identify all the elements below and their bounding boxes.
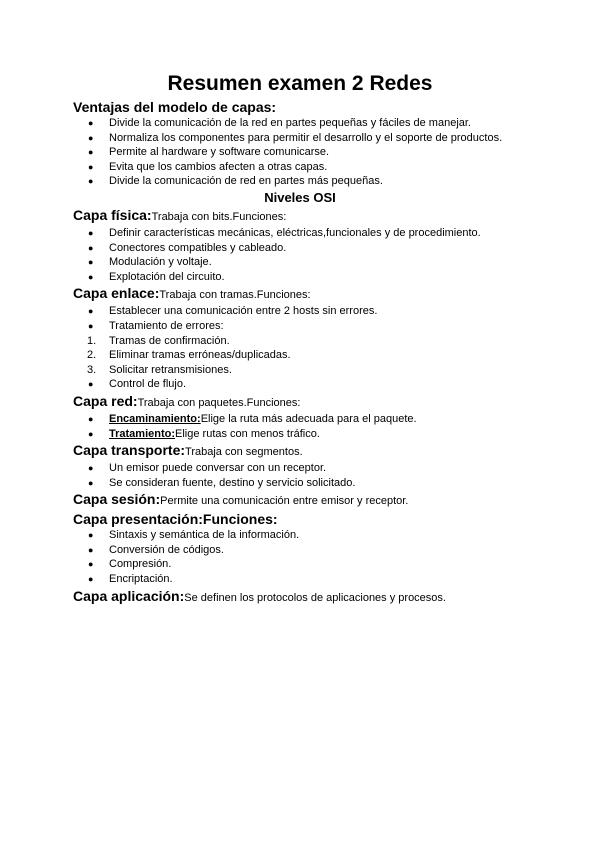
list-item: ● Definir características mecánicas, eléctricas,funcionales y de procedimiento. [88, 226, 481, 239]
numbered-item: 3. Solicitar retransmisiones. [87, 363, 232, 376]
bullet-icon: ● [88, 574, 94, 585]
list-item: ● Se consideran fuente, destino y servicio solicitado. [88, 476, 356, 489]
capa-red-lead: Trabaja con paquetes.Funciones: [137, 396, 301, 409]
bullet-icon: ● [88, 477, 94, 488]
capa-presentacion-list [73, 528, 573, 586]
bullet-icon: ● [88, 147, 94, 158]
capa-aplicacion-lead: Se definen los protocolos de aplicaciones y procesos. [184, 591, 446, 604]
capa-transporte-list [73, 461, 573, 490]
capa-enlace-heading: Capa enlace:Trabaja con tramas.Funciones: [73, 285, 311, 302]
bullet-icon: ● [88, 320, 94, 331]
capa-fisica-heading: Capa física:Trabaja con bits.Funciones: [73, 206, 287, 223]
ventajas-list [73, 116, 573, 189]
numbered-item: 2. Eliminar tramas erróneas/duplicadas. [87, 349, 291, 362]
list-item: ● Encaminamiento:Elige la ruta más adecuada para el paquete. [88, 412, 417, 425]
niveles-osi-heading: Niveles OSI [264, 189, 336, 205]
list-item: ● Evita que los cambios afecten a otras capas. [88, 160, 328, 173]
bullet-icon: ● [88, 306, 94, 317]
list-item: ● Sintaxis y semántica de la información. [88, 529, 300, 542]
bullet-icon: ● [88, 161, 94, 172]
capa-enlace-lead: Trabaja con tramas.Funciones: [159, 289, 311, 302]
list-item: ● Explotación del circuito. [88, 270, 225, 283]
list-item: ● Tratamiento de errores: [88, 319, 224, 332]
capa-enlace-list [73, 304, 573, 392]
document-title: Resumen examen 2 Redes [167, 72, 433, 95]
bullet-icon: ● [88, 428, 94, 439]
list-item: ● Establecer una comunicación entre 2 hosts sin errores. [88, 305, 378, 318]
term-encaminamiento: Encaminamiento: [109, 412, 201, 425]
bullet-icon: ● [88, 413, 94, 424]
bullet-icon: ● [88, 242, 94, 253]
capa-fisica-list [73, 226, 573, 284]
bullet-icon: ● [88, 118, 94, 128]
bullet-icon: ● [88, 530, 94, 541]
bullet-icon: ● [88, 132, 94, 143]
bullet-icon: ● [88, 544, 94, 555]
capa-aplicacion-heading: Capa aplicación:Se definen los protocolos de aplicaciones y procesos. [73, 587, 446, 604]
document-content [73, 98, 573, 607]
list-item: ● Divide la comunicación de red en partes más pequeñas. [88, 175, 383, 188]
capa-fisica-lead: Trabaja con bits.Funciones: [151, 210, 287, 223]
bullet-icon: ● [88, 257, 94, 268]
list-item: ● Conectores compatibles y cableado. [88, 241, 287, 254]
capa-red-heading: Capa red:Trabaja con paquetes.Funciones: [73, 392, 301, 409]
capa-red-list [73, 412, 573, 441]
list-item: ● Conversión de códigos. [88, 543, 224, 556]
bullet-icon: ● [88, 176, 94, 187]
bullet-icon: ● [88, 463, 94, 474]
list-item: ● Control de flujo. [88, 378, 187, 391]
bullet-icon: ● [88, 271, 94, 282]
bullet-icon: ● [88, 227, 94, 238]
bullet-icon: ● [88, 379, 94, 390]
numbered-item: 1. Tramas de confirmación. [87, 334, 230, 347]
capa-transporte-heading: Capa transporte:Trabaja con segmentos. [73, 442, 303, 459]
list-item: ● Un emisor puede conversar con un receptor. [88, 462, 327, 475]
list-item: ● Normaliza los componentes para permitir el desarrollo y el soporte de productos. [88, 131, 503, 144]
term-tratamiento: Tratamiento: [109, 427, 176, 440]
capa-transporte-lead: Trabaja con segmentos. [185, 446, 303, 459]
bullet-icon: ● [88, 559, 94, 570]
list-item: ● Compresión. [88, 558, 172, 571]
list-item: ● Encriptación. [88, 573, 173, 586]
ventajas-heading: Ventajas del modelo de capas: [73, 99, 277, 115]
capa-presentacion-heading: Capa presentación:Funciones: [73, 511, 278, 528]
capa-sesion-heading: Capa sesión:Permite una comunicación entre emisor y receptor. [73, 491, 409, 508]
list-item: ● Tratamiento:Elige rutas con menos tráfico. [88, 427, 320, 440]
list-item: ● Permite al hardware y software comunicarse. [88, 146, 330, 159]
list-item: ● Modulación y voltaje. [88, 256, 212, 269]
list-item: ● Divide la comunicación de la red en partes pequeñas y fáciles de manejar. [88, 117, 471, 129]
capa-sesion-lead: Permite una comunicación entre emisor y receptor. [160, 495, 409, 508]
